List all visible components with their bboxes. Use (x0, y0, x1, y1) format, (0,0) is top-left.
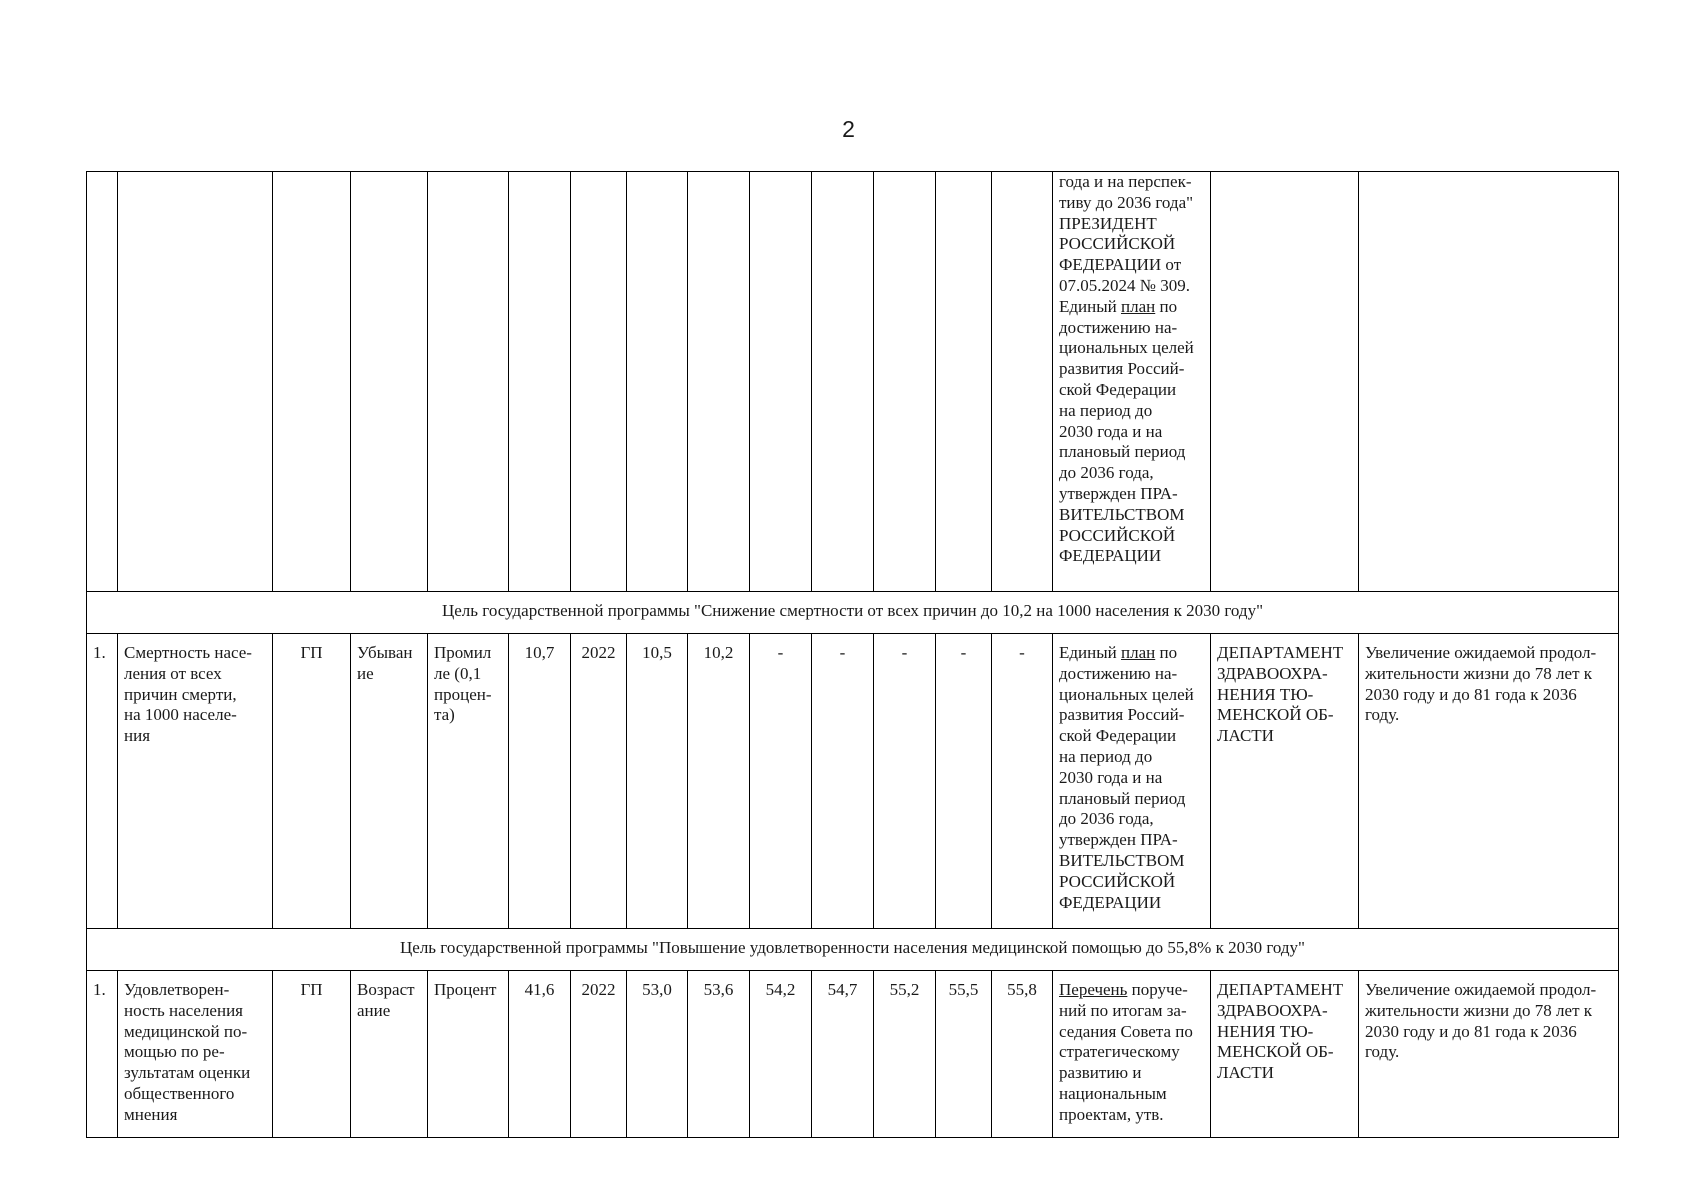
cell-v6: - (936, 634, 992, 929)
basis-link-plan[interactable]: план (1121, 643, 1156, 662)
cell-responsible: ДЕПАРТАМЕНТ ЗДРАВООХРА- НЕНИЯ ТЮ- МЕНСКОЙ ОБ- ЛАСТИ (1211, 971, 1359, 1138)
cell-v2 (688, 172, 750, 592)
cell-v4: - (812, 634, 874, 929)
cell-v1: 53,0 (627, 971, 688, 1138)
basis-text-pre: года и на перспек- тиву до 2036 года" ПРЕЗИДЕНТ РОССИЙСКОЙ ФЕДЕРАЦИИ от 07.05.2024 № 309. Единый (1059, 172, 1194, 316)
cell-v2: 53,6 (688, 971, 750, 1138)
goal-title-2: Цель государственной программы "Повышение удовлетворенности населения медицинской помощью до 55,8% к 2030 году" (87, 929, 1619, 971)
cell-unit (428, 172, 509, 592)
cell-trend: Возраст ание (351, 971, 428, 1138)
table-row-2 (87, 971, 1619, 1138)
cell-v5 (874, 172, 936, 592)
cell-name (118, 172, 273, 592)
cell-base-year: 2022 (571, 634, 627, 929)
cell-v5: - (874, 634, 936, 929)
cell-num: 1. (87, 971, 118, 1138)
cell-name: Удовлетворен- ность населения медицинской по- мощью по ре- зультатам оценки общественного мнения (118, 971, 273, 1138)
cell-base-year: 2022 (571, 971, 627, 1138)
cell-basis (1053, 172, 1211, 592)
cell-v4: 54,7 (812, 971, 874, 1138)
basis-text-post: по достижению на- циональных целей развития Россий- ской Федерации на период до 2030 года и на плановый период до 2036 года, утвержден ПРА- ВИТЕЛЬСТВОМ РОССИЙСКОЙ ФЕДЕРАЦИИ (1059, 296, 1194, 566)
indicators-table (86, 171, 1619, 1138)
cell-v7: - (992, 634, 1053, 929)
cell-level (273, 172, 351, 592)
goal-title-1: Цель государственной программы "Снижение смертности от всех причин до 10,2 на 1000 населения к 2030 году" (87, 592, 1619, 634)
cell-v7 (992, 172, 1053, 592)
cell-base-year (571, 172, 627, 592)
cell-base-value: 10,7 (509, 634, 571, 929)
cell-level: ГП (273, 634, 351, 929)
basis-link-perechen[interactable]: Перечень (1059, 980, 1128, 999)
cell-base-value: 41,6 (509, 971, 571, 1138)
cell-unit: Промил ле (0,1 процен- та) (428, 634, 509, 929)
cell-basis (1053, 971, 1211, 1138)
cell-trend (351, 172, 428, 592)
cell-trend: Убыван ие (351, 634, 428, 929)
cell-v1: 10,5 (627, 634, 688, 929)
cell-v7: 55,8 (992, 971, 1053, 1138)
table-row-continued (87, 172, 1619, 592)
table-row-1 (87, 634, 1619, 929)
cell-link-goal (1359, 172, 1619, 592)
cell-responsible: ДЕПАРТАМЕНТ ЗДРАВООХРА- НЕНИЯ ТЮ- МЕНСКОЙ ОБ- ЛАСТИ (1211, 634, 1359, 929)
cell-link-goal: Увеличение ожидаемой продол- жительности жизни до 78 лет к 2030 году и до 81 года к 2036 году. (1359, 634, 1619, 929)
basis-text-post: по достижению на- циональных целей развития Россий- ской Федерации на период до 2030 года и на плановый период до 2036 года, утвержден ПРА- ВИТЕЛЬСТВОМ РОССИЙСКОЙ ФЕДЕРАЦИИ (1059, 643, 1194, 912)
basis-link-plan[interactable]: план (1121, 296, 1156, 316)
cell-v2: 10,2 (688, 634, 750, 929)
cell-responsible (1211, 172, 1359, 592)
basis-text-post: поруче- ний по итогам за- седания Совета по стратегическому развитию и национальным проектам, утв. (1059, 980, 1193, 1124)
cell-v5: 55,2 (874, 971, 936, 1138)
cell-name: Смертность насе- ления от всех причин смерти, на 1000 населе- ния (118, 634, 273, 929)
cell-v6 (936, 172, 992, 592)
cell-basis (1053, 634, 1211, 929)
goal-row-2 (87, 929, 1619, 971)
cell-link-goal: Увеличение ожидаемой продол- жительности жизни до 78 лет к 2030 году и до 81 года к 2036 году. (1359, 971, 1619, 1138)
basis-text-pre: Единый (1059, 643, 1121, 662)
cell-v3: 54,2 (750, 971, 812, 1138)
cell-num (87, 172, 118, 592)
cell-v4 (812, 172, 874, 592)
cell-unit: Процент (428, 971, 509, 1138)
cell-v6: 55,5 (936, 971, 992, 1138)
cell-v3: - (750, 634, 812, 929)
cell-num: 1. (87, 634, 118, 929)
goal-row-1 (87, 592, 1619, 634)
cell-level: ГП (273, 971, 351, 1138)
page-number: 2 (842, 116, 855, 142)
cell-base-value (509, 172, 571, 592)
cell-v1 (627, 172, 688, 592)
cell-v3 (750, 172, 812, 592)
